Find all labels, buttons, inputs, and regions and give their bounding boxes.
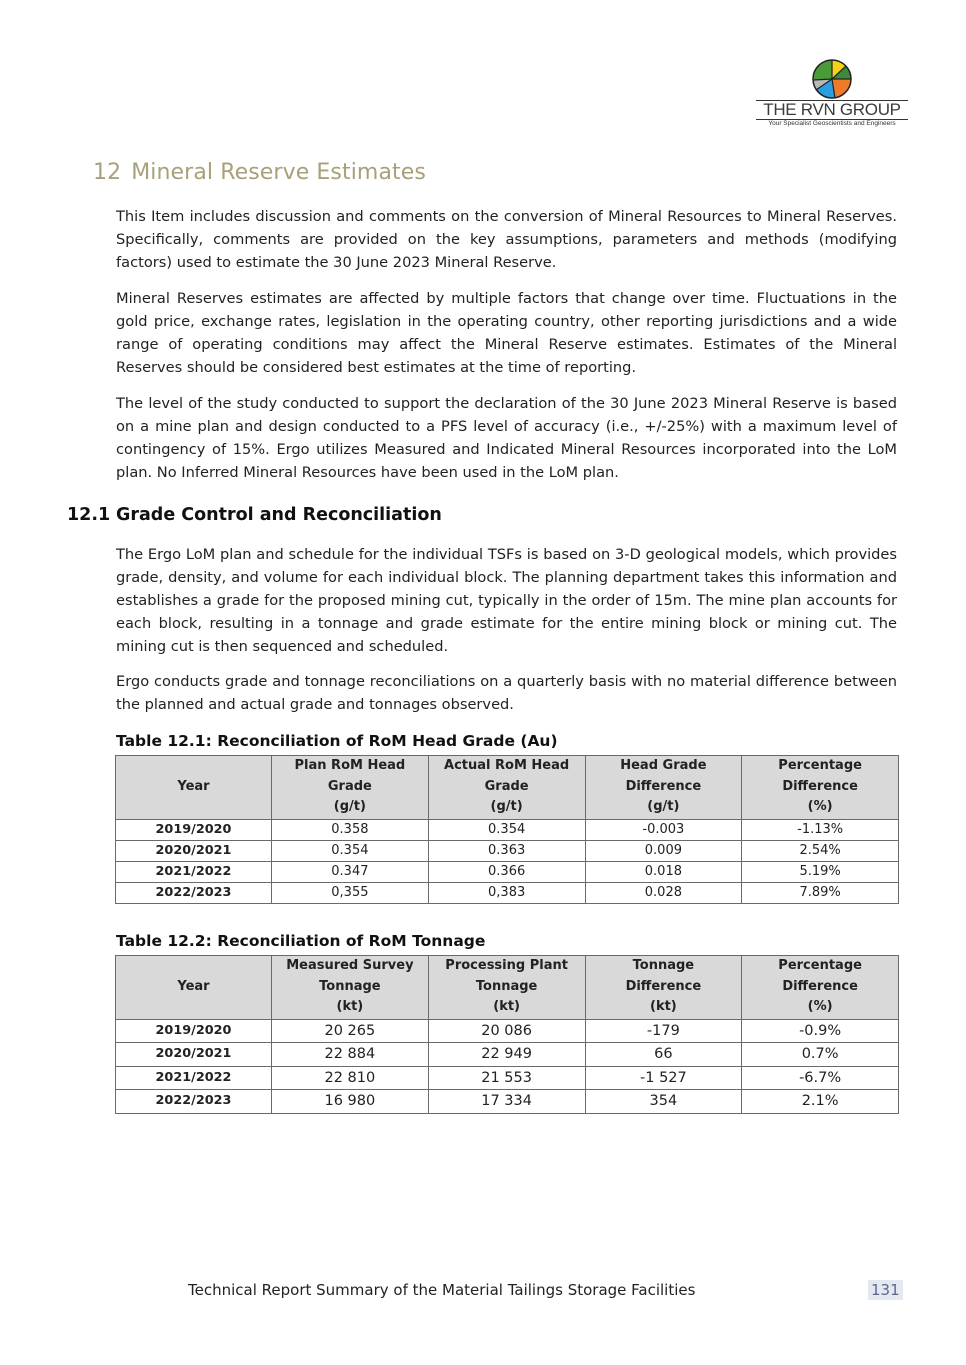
year-cell: 2019/2020 [116,1019,272,1043]
company-logo [752,58,912,133]
table-cell: -179 [585,1019,742,1043]
paragraph: The level of the study conducted to support the declaration of the 30 June 2023 Mineral Reserve is based on a mine plan and design conducted to a PFS level of accuracy (i.e., +/-25%) with a maximum level of contingency of 15%. Ergo utilizes Measured and Indicated Mineral Resources incorporated into the LoM plan. No Inferred Mineral Resources have been used in the LoM plan. [116,395,897,481]
table-cell: -0.003 [585,819,742,840]
table-cell: 0.347 [272,861,429,882]
table-cell: -0.9% [742,1019,899,1043]
table-cell: 2.54% [742,840,899,861]
table-row [116,1043,899,1067]
table-cell: 0.358 [272,819,429,840]
table-cell: 2.1% [742,1090,899,1114]
table-caption: Table 12.2: Reconciliation of RoM Tonnage [116,932,486,950]
table-row [116,1019,899,1043]
year-cell: 2020/2021 [116,1043,272,1067]
table-cell: 5.19% [742,861,899,882]
column-header: Tonnage Difference (kt) [585,956,742,1020]
page-number: 131 [868,1280,903,1300]
pie-chart-logo-icon [811,58,853,100]
table-cell: 0.363 [428,840,585,861]
table-cell: 21 553 [428,1066,585,1090]
table-row [116,840,899,861]
column-header: Plan RoM Head Grade (g/t) [272,756,429,820]
table-header-row [116,756,899,820]
table-row [116,882,899,903]
section-title: Mineral Reserve Estimates [131,160,426,185]
table-cell: 0,383 [428,882,585,903]
subsection-title: Grade Control and Reconciliation [116,505,442,525]
table-cell: 7.89% [742,882,899,903]
year-cell: 2020/2021 [116,840,272,861]
table-cell: 0,355 [272,882,429,903]
column-header: Measured Survey Tonnage (kt) [272,956,429,1020]
year-cell: 2021/2022 [116,1066,272,1090]
column-header: Percentage Difference (%) [742,756,899,820]
tonnage-reconciliation-table [115,955,899,1114]
table-cell: -6.7% [742,1066,899,1090]
subsection-heading [67,505,442,525]
table-row [116,819,899,840]
column-header: Head Grade Difference (g/t) [585,756,742,820]
year-cell: 2019/2020 [116,819,272,840]
table-cell: 20 265 [272,1019,429,1043]
table-cell: 20 086 [428,1019,585,1043]
paragraph: Ergo conducts grade and tonnage reconciliations on a quarterly basis with no material difference between the planned and actual grade and tonnages observed. [116,673,897,713]
table-cell: 0.366 [428,861,585,882]
table-caption: Table 12.1: Reconciliation of RoM Head Grade (Au) [116,732,558,750]
subsection-number: 12.1 [67,505,111,525]
paragraph: This Item includes discussion and comments on the conversion of Mineral Resources to Mineral Reserves. Specifically, comments are provided on the key assumptions, parameters and methods (modifying factors) used to estimate the 30 June 2023 Mineral Reserve. [116,208,897,271]
table-cell: 0.018 [585,861,742,882]
table-cell: 0.7% [742,1043,899,1067]
column-header: Year [116,956,272,1020]
column-header: Processing Plant Tonnage (kt) [428,956,585,1020]
section-heading [93,160,426,185]
logo-tagline: Your Specialist Geoscientists and Engineers [768,120,896,127]
head-grade-reconciliation-table [115,755,899,904]
table-cell: -1.13% [742,819,899,840]
table-cell: 22 810 [272,1066,429,1090]
table-cell: 16 980 [272,1090,429,1114]
table-cell: 0.354 [428,819,585,840]
table-row [116,1090,899,1114]
table-row [116,1066,899,1090]
table-row [116,861,899,882]
table-header-row [116,956,899,1020]
table-cell: 17 334 [428,1090,585,1114]
paragraph: Mineral Reserves estimates are affected by multiple factors that change over time. Fluctuations in the gold price, exchange rates, legislation in the operating country, other reporting jurisdictions and a wide range of operating conditions may affect the Mineral Reserve estimates. Estimates of the Mineral Reserves should be considered best estimates at the time of reporting. [116,290,897,376]
section-number: 12 [93,160,122,185]
table-cell: 0.009 [585,840,742,861]
column-header: Percentage Difference (%) [742,956,899,1020]
table-cell: 0.354 [272,840,429,861]
year-cell: 2022/2023 [116,1090,272,1114]
year-cell: 2021/2022 [116,861,272,882]
table-cell: 354 [585,1090,742,1114]
table-cell: 22 949 [428,1043,585,1067]
column-header: Year [116,756,272,820]
table-cell: 66 [585,1043,742,1067]
column-header: Actual RoM Head Grade (g/t) [428,756,585,820]
page-footer-title: Technical Report Summary of the Material Tailings Storage Facilities [188,1281,696,1299]
year-cell: 2022/2023 [116,882,272,903]
paragraph: The Ergo LoM plan and schedule for the individual TSFs is based on 3-D geological models, which provides grade, density, and volume for each individual block. The planning department takes this information and establishes a grade for the proposed mining cut, typically in the order of 15m. The mine plan accounts for each block, resulting in a tonnage and grade estimate for the entire mining block or mining cut. The mining cut is then sequenced and scheduled. [116,546,897,655]
table-cell: 0.028 [585,882,742,903]
logo-name: THE RVN GROUP [763,100,901,119]
table-cell: 22 884 [272,1043,429,1067]
table-cell: -1 527 [585,1066,742,1090]
